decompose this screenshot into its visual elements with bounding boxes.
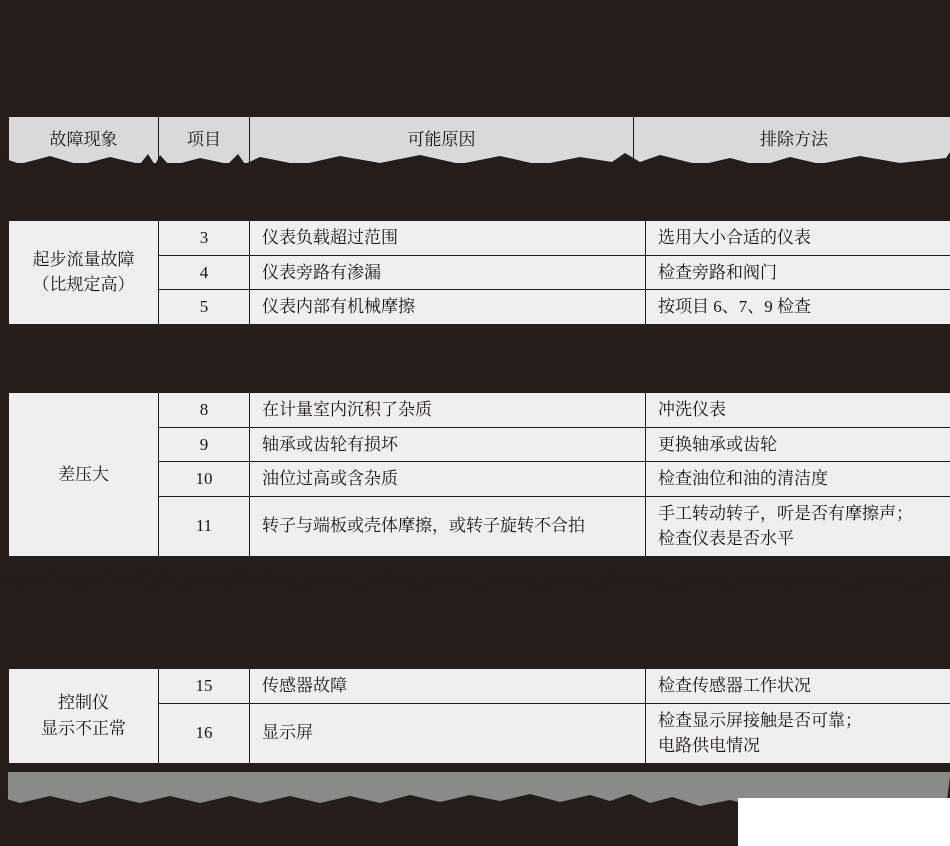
torn-edge-section2 (0, 566, 950, 596)
table-header (8, 116, 950, 164)
cell-method: 冲洗仪表 (646, 393, 950, 428)
header-item: 项目 (159, 117, 250, 164)
table-section-startup-flow (8, 220, 950, 325)
cell-item: 3 (159, 221, 250, 256)
table-row (9, 669, 950, 704)
table-row (9, 221, 950, 256)
table-header-row (9, 117, 950, 164)
header-phenomenon: 故障现象 (9, 117, 159, 164)
cell-item: 16 (159, 703, 250, 763)
cell-cause: 传感器故障 (250, 669, 646, 704)
cell-phenomenon (9, 221, 159, 325)
cell-cause: 油位过高或含杂质 (250, 462, 646, 497)
cell-item: 9 (159, 427, 250, 462)
page-corner-white (738, 798, 950, 846)
cell-phenomenon: 差压大 (9, 393, 159, 557)
cell-cause: 仪表旁路有渗漏 (250, 255, 646, 290)
cell-item: 5 (159, 290, 250, 325)
cell-item: 10 (159, 462, 250, 497)
cell-cause: 显示屏 (250, 703, 646, 763)
cell-item: 11 (159, 496, 250, 556)
phenomenon-line-1: 控制仪 (58, 693, 109, 713)
cell-cause: 转子与端板或壳体摩擦，或转子旋转不合拍 (250, 496, 646, 556)
cell-method: 更换轴承或齿轮 (646, 427, 950, 462)
cell-method: 检查油位和油的清洁度 (646, 462, 950, 497)
method-line-2: 电路供电情况 (658, 736, 760, 755)
method-line-2: 检查仪表是否水平 (658, 529, 794, 548)
cell-item: 15 (159, 669, 250, 704)
table-row (9, 393, 950, 428)
phenomenon-line-1: 起步流量故障 (32, 249, 135, 269)
cell-method: 检查传感器工作状况 (646, 669, 950, 704)
phenomenon-line-2: （比规定高） (32, 275, 135, 295)
cell-cause: 在计量室内沉积了杂质 (250, 393, 646, 428)
cell-item: 8 (159, 393, 250, 428)
phenomenon-line-2: 显示不正常 (41, 718, 126, 738)
method-line-1: 手工转动转子，听是否有摩擦声； (658, 503, 913, 523)
header-method: 排除方法 (634, 117, 950, 164)
method-line-1: 检查显示屏接触是否可靠； (658, 710, 862, 730)
bottom-shade-strip (8, 772, 950, 806)
torn-edge-bottom (0, 776, 950, 846)
cell-cause: 轴承或齿轮有损坏 (250, 427, 646, 462)
cell-method: 按项目 6、7、9 检查 (646, 290, 950, 325)
cell-item: 4 (159, 255, 250, 290)
header-cause: 可能原因 (250, 117, 634, 164)
cell-method (646, 496, 950, 556)
table-section-pressure-drop (8, 392, 950, 557)
cell-method: 检查旁路和阀门 (646, 255, 950, 290)
table-section-controller-display (8, 668, 950, 764)
cell-method (646, 703, 950, 763)
cell-cause: 仪表内部有机械摩擦 (250, 290, 646, 325)
cell-cause: 仪表负载超过范围 (250, 221, 646, 256)
cell-method: 选用大小合适的仪表 (646, 221, 950, 256)
cell-phenomenon (9, 669, 159, 764)
